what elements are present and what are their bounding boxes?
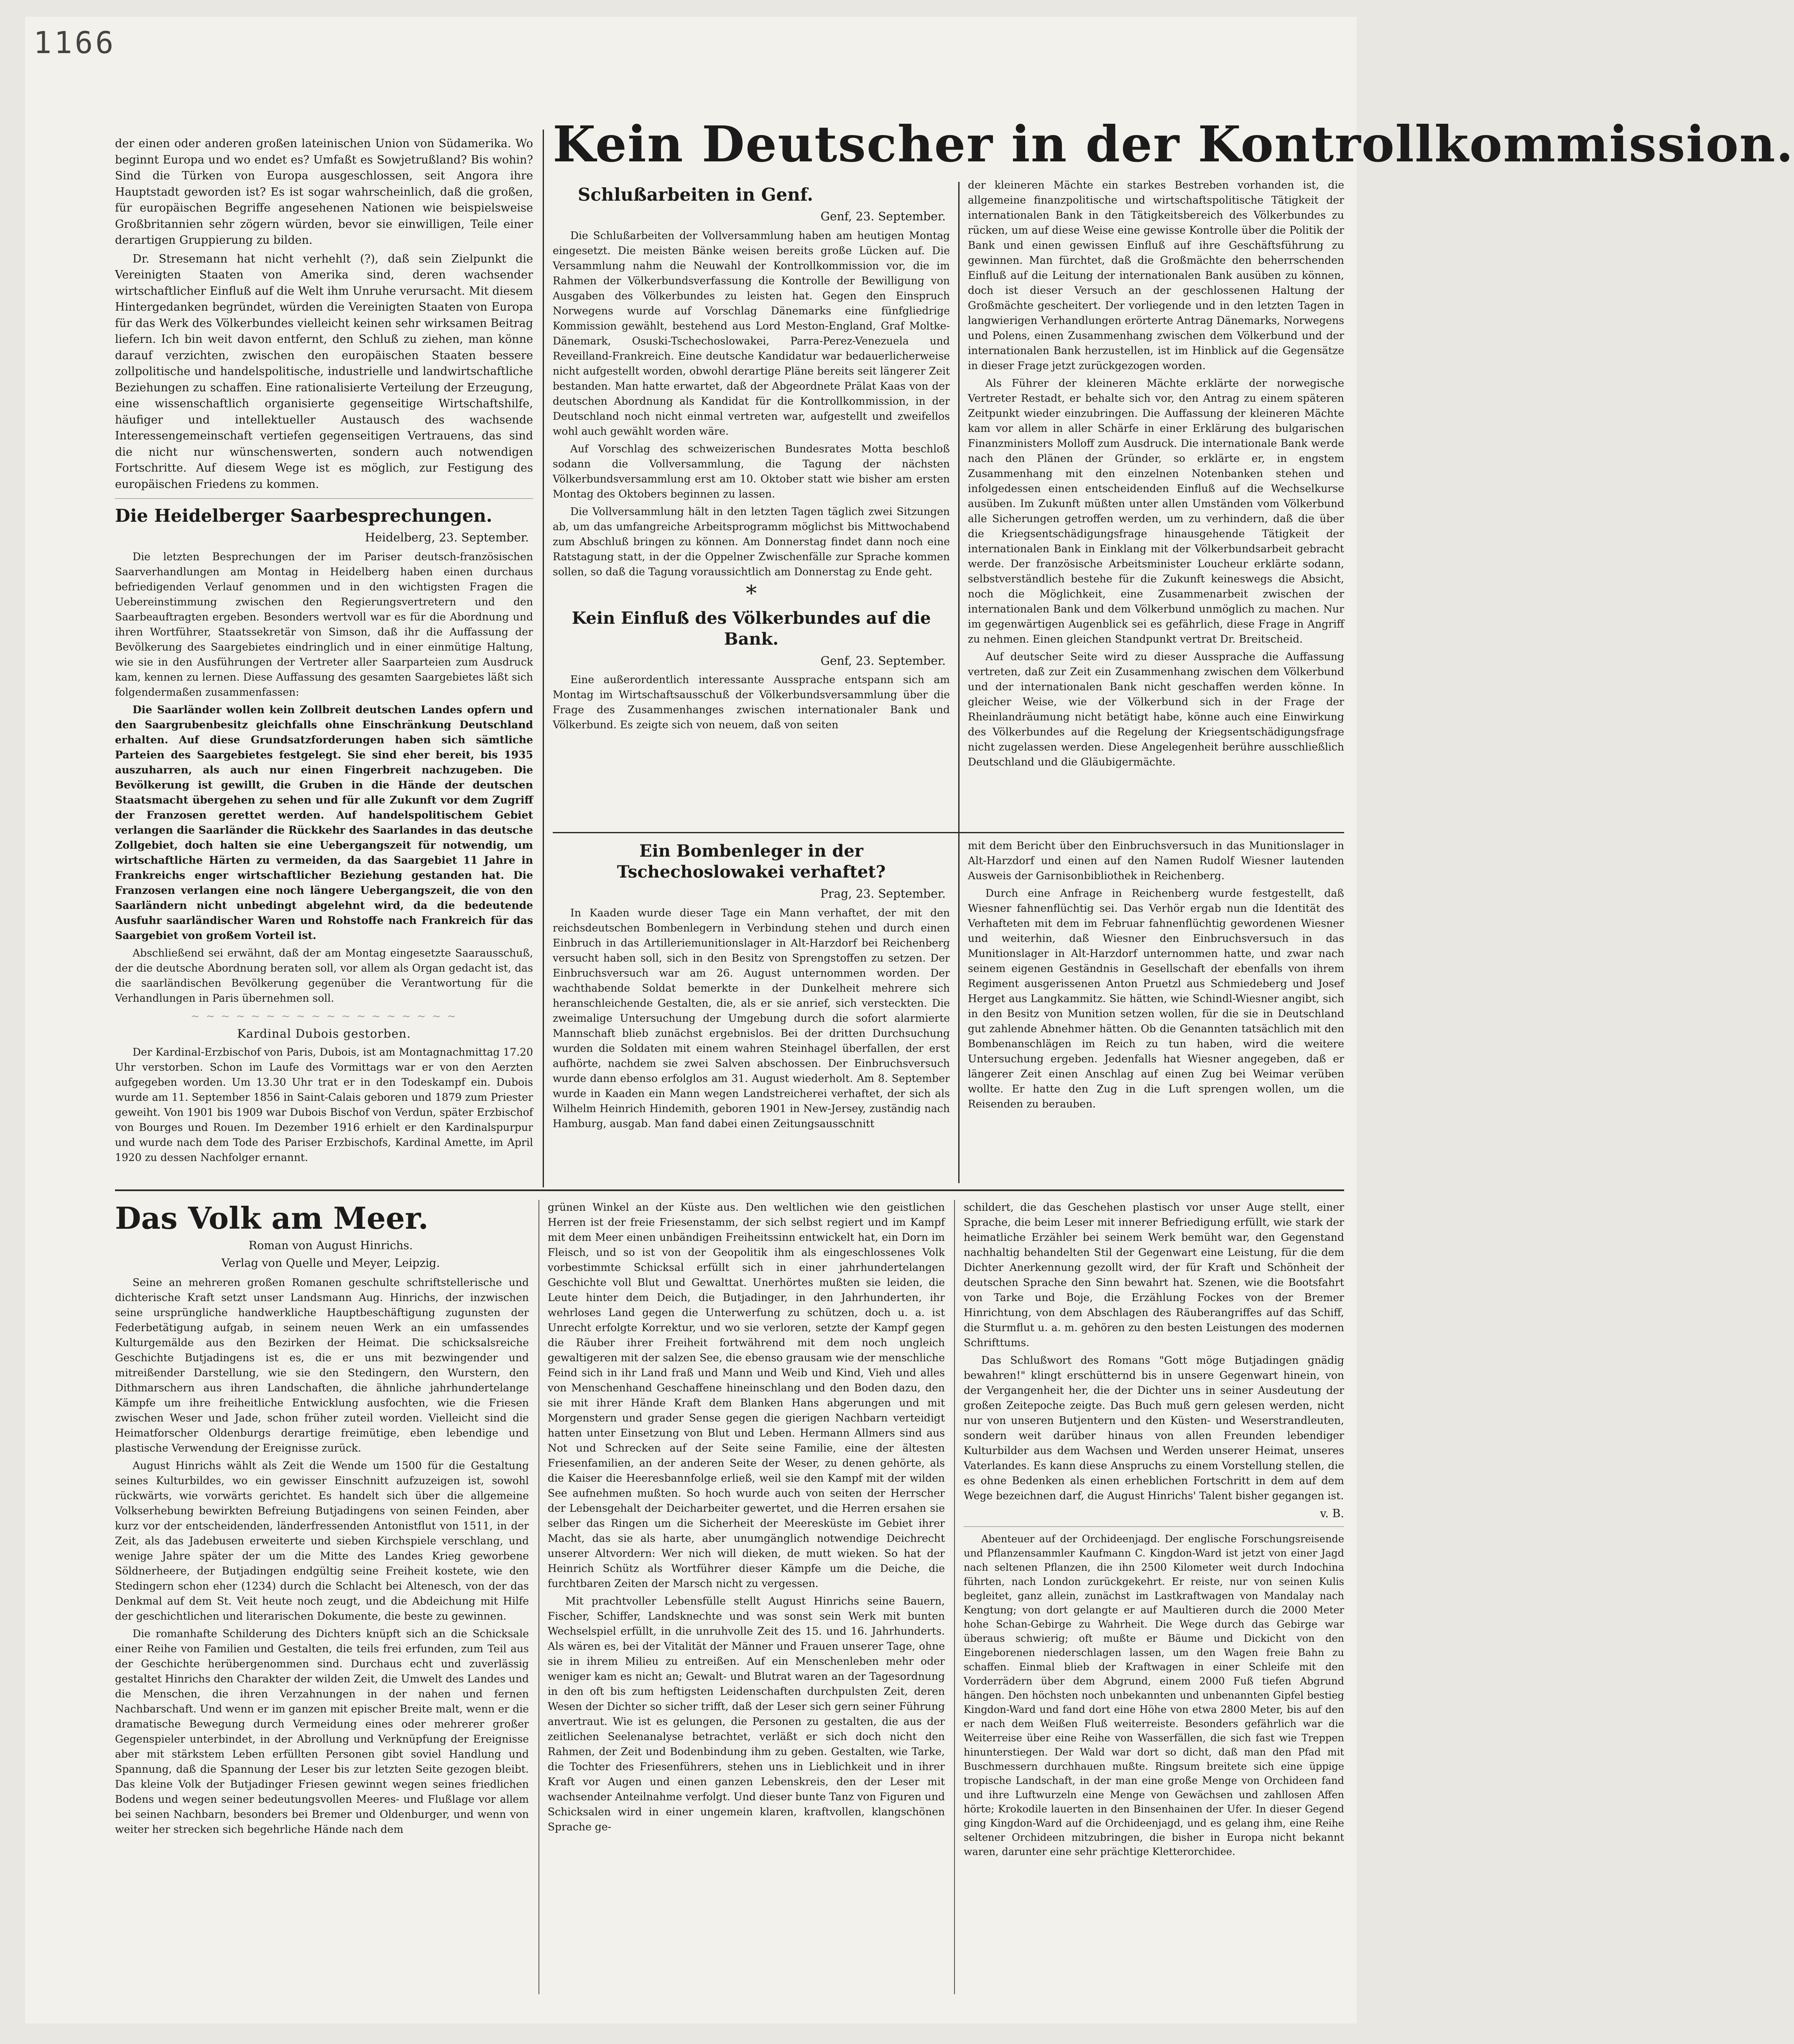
smudged-line: ~ ~ ~ ~ ~ ~ ~ ~ ~ ~ ~ ~ ~ ~ ~ ~ ~ ~ xyxy=(191,1010,457,1023)
volk-paragraph-7: Das Schlußwort des Romans "Gott möge Butjadingen gnädig bewahren!" klingt erschütternd bis in unsere Gegenwart hinein, von der Vergangenheit her, die der Dichter uns in seiner Ausdeutung der großen Zeitepoche zeigte. Das Buch muß gern gelesen werden, nicht nur von unseren Butjentern und den Küsten- und Weserstrandleuten, sondern weit darüber hinaus von allen Freunden lebendiger Kulturbilder aus dem Wachsen und Werden unserer Heimat, unseres Vaterlandes. Es kann diese Anspruchs zu einem Vorstellung stellen, die es ohne Bedenken als einen erheblichen Fortschritt in dem auf dem Wege bezeichnen darf, die August Hinrichs' Talent bisher gegangen ist. xyxy=(964,1354,1344,1502)
bomb-paragraph-3: Durch eine Anfrage in Reichenberg wurde festgestellt, daß Wiesner fahnenflüchtig sei. Das Verhör ergab nun die Identität des Verhafteten mit dem im Februar fahnenflüchtig gewordenen Wiesner und weiterhin, daß Wiesner den Einbruchsversuch in das Munitionslager in Alt-Harzdorf unternommen hatte, und zwar nach seinem eigenen Geständnis in Gesellschaft der ebenfalls von ihrem Regiment ausgerissenen Anton Pruetzl aus Schmiedeberg und Josef Herget aus Langkammitz. Sie hätten, wie Schindl-Wiesner angibt, sich in den Besitz von Munition setzen wollen, für die sie in Deutschland gut zahlende Abnehmer hätten. Ob die Genannten tatsächlich mit den Bombenanschlägen im Reich zu tun haben, wird die weitere Untersuchung ergeben. Jedenfalls hat Wiesner angegeben, daß er längerer Zeit einen Anschlag auf einen Zug bei Weimar verüben wollte. Er hatte den Zug in die Luft sprengen wollen, um die Reisenden zu berauben. xyxy=(968,887,1344,1110)
heidelberg-dateline: Heidelberg, 23. September. xyxy=(365,531,529,544)
feuilleton-rule-2 xyxy=(954,1200,955,1994)
volk-publisher: Verlag von Quelle und Meyer, Leipzig. xyxy=(221,1257,440,1270)
schluss-paragraph-1: Die Schlußarbeiten der Vollversammlung haben am heutigen Montag eingesetzt. Die meisten Bänke weisen bereits große Lücken auf. Die Versammlung nahm die Neuwahl der Kontrollkommission vor, die im Rahmen der Völkerbundsverfassung die Kontrolle der Bewilligung von Ausgaben des Völkerbundes zu leisten hat. Gegen den Einspruch Norwegens wurde auf Vorschlag Dänemarks eine fünfgliedrige Kommission gewählt, bestehend aus Lord Meston-England, Graf Moltke-Dänemark, Osuski-Tschechoslowakei, Parra-Perez-Venezuela und Reveilland-Frankreich. Eine deutsche Kandidatur war bedauerlicherweise nicht aufgestellt worden, obwohl derartige Pläne bereits seit längerer Zeit bestanden. Man hatte erwartet, daß der Abgeordnete Prälat Kaas von der deutschen Abordnung als Kandidat für die Kontrollkommission, in der Deutschland noch nicht einmal vertreten war, aufgestellt und zweifellos wohl auch gewählt worden wäre. xyxy=(553,229,950,437)
bank-paragraph-3: Auf deutscher Seite wird zu dieser Aussprache die Auffassung vertreten, daß zur Zeit ein Zusammenhang zwischen dem Völkerbund und der internationalen Bank nicht geschaffen werden könne. In gleicher Weise, wie der Völkerbund sich in der Frage der Rheinlandräumung nicht betätigt habe, könne auch eine Einwirkung des Völkerbundes auf die Regelung der Kriegsentschädigungsfrage nicht zugelassen werden. Diese Angelegenheit berühre ausschließlich Deutschland und die Gläubigermächte. xyxy=(968,651,1344,768)
europe-paragraph-1: der einen oder anderen großen lateinischen Union von Südamerika. Wo beginnt Europa und wo endet es? Umfaßt es Sowjetrußland? Bis wohin? Sind die Türken von Europa ausgeschlossen, seit Angora ihre Hauptstadt geworden ist? Es ist sogar wahrscheinlich, daß die großen, für europäischen Begriffe angesehenen Nationen wie beispielsweise Großbritannien sehr zögern würden, bevor sie einwilligen, Teile einer derartigen Gruppierung zu bilden. xyxy=(115,137,533,247)
volk-signature: v. B. xyxy=(1320,1507,1344,1520)
main-headline: Kein Deutscher in der Kontrollkommission. xyxy=(553,115,1794,173)
bomb-headline: Ein Bombenleger in der Tschechoslowakei verhaftet? xyxy=(617,841,886,882)
column-rule-middle xyxy=(958,182,960,1183)
feuilleton-rule-1 xyxy=(538,1200,539,1994)
section-star: * xyxy=(746,581,757,606)
einfluss-paragraph: Eine außerordentlich interessante Aussprache entspann sich am Montag im Wirtschaftsausschuß der Völkerbundsversammlung über die Frage des Zusammenhanges zwischen internationaler Bank und Völkerbund. Es zeigte sich von neuem, daß von seiten xyxy=(553,674,950,731)
bomb-column-right xyxy=(968,838,1344,1185)
bomb-paragraph-2: mit dem Bericht über den Einbruchsversuch in das Munitionslager in Alt-Harzdorf und einen auf den Namen Rudolf Wiesner lautenden Ausweis der Garnisonbibliothek in Reichenberg. xyxy=(968,840,1344,882)
europe-paragraph-2: Dr. Stresemann hat nicht verhehlt (?), daß sein Zielpunkt die Vereinigten Staaten von Amerika sind, deren wachsender wirtschaftlicher Einfluß auf die Welt ihm Unruhe verursacht. Mit diesem Hintergedanken begründet, würden die Vereinigten Staaten von Europa für das Werk des Völkerbundes vielleicht keinen sehr wirksamen Beitrag liefern. Ich bin weit davon entfernt, den Schluß zu ziehen, man könne darauf verzichten, zwischen den europäischen Staaten bessere zollpolitische und handelspolitische, industrielle und landwirtschaftliche Beziehungen zu schaffen. Eine rationalisierte Verteilung der Erzeugung, eine wissenschaftlich organisierte gegenseitige Wirtschaftshilfe, häufiger und intellektueller Austausch des wachsende Interessengemeinschaft vertiefen gegenseitigen Vertrauens, das sind die nicht nur wünschenswerten, sondern auch notwendigen Fortschritte. Auf diesem Wege ist es möglich, zur Festigung des europäischen Friedens zu kommen. xyxy=(115,252,533,491)
bomb-paragraph-1: In Kaaden wurde dieser Tage ein Mann verhaftet, der mit den reichsdeutschen Bombenlegern in Verbindung stehen und durch einen Einbruch in das Artilleriemunitionslager in Alt-Harzdorf bei Reichenberg versucht haben soll, sich in den Besitz von Sprengstoffen zu setzen. Der Einbruchsversuch war am 26. August unternommen worden. Der wachthabende Soldat bemerkte in der Dunkelheit mehrere sich heranschleichende Gestalten, die, als er sie anrief, sich versteckten. Die zweimalige Untersuchung der Umgebung durch die sofort alarmierte Mannschaft blieb zunächst ergebnislos. Bei der dritten Durchsuchung wurden die Soldaten mit einem wahren Steinhagel überfallen, der erst aufhörte, nachdem sie zwei Salven abschossen. Der Einbruchsversuch wurde dann ebenso erfolglos am 31. August wiederholt. Am 8. September wurde in Kaaden ein Mann wegen Landstreicherei verhaftet, der sich als Wilhelm Heinrich Hindemith, geboren 1901 in New-Jersey, zuständig nach Hamburg, ausgab. Man fand dabei einen Zeitungsausschnitt xyxy=(553,906,950,1130)
volk-title: Das Volk am Meer. xyxy=(115,1200,429,1236)
volk-column-3 xyxy=(964,1200,1344,1994)
feuilleton-rule xyxy=(115,1189,1344,1191)
orchid-paragraph: Abenteuer auf der Orchideenjagd. Der englische Forschungsreisende und Pflanzensammler Kaufmann C. Kingdon-Ward ist jetzt von einer Jagd nach seltenen Pflanzen, die ihn 2500 Kilometer weit durch Indochina führten, nach London zurückgekehrt. Er reiste, nur von seinen Kulis begleitet, ganz allein, zunächst im Lastkraftwagen von Mandalay nach Kengtung; von dort gelangte er auf Maultieren durch die 2000 Meter hohe Schan-Gebirge zu Wahrheit. Die Wege durch das Gebirge war überaus schwierig; oft mußte er Bäume und Dickicht von den Eingeborenen niederschlagen lassen, um den Wagen freie Bahn zu schaffen. Einmal blieb der Kraftwagen in einer Schleife mit den Vorderrädern über dem Abgrund, einem 2000 Fuß tiefen Abgrund hängen. Den höchsten noch unbekannten und unbenannten Gipfel bestieg Kingdon-Ward und fand dort eine Höhe von etwa 2800 Meter, bis auf den er nach dem Weißen Fluß weiterreiste. Besonders gefährlich war die Weiterreise über eine Reihe von Wasserfällen, die sich fast wie Treppen hinunterstiegen. Der Wald war dort so dicht, daß man den Pfad mit Buschmessern durchhauen mußte. Ringsum breitete sich eine üppige tropische Landschaft, in der man eine große Menge von Orchideen fand und ihre Luftwurzeln eine Menge von Gewächsen und zahllosen Affen hörte; Krokodile lauerten in den Binsenhainen der Ufer. In dieser Gegend ging Kingdon-Ward auf die Orchideenjagd, und es gelang ihm, eine Reihe seltener Orchideen mitzubringen, die bisher in Europa nicht bekannt waren, darunter eine sehr prächtige Kletterorchidee. xyxy=(964,1533,1344,1858)
dubois-paragraph: Der Kardinal-Erzbischof von Paris, Dubois, ist am Montagnachmittag 17.20 Uhr verstorben. Schon im Laufe des Vormittags war er von den Aerzten aufgegeben worden. Um 13.30 Uhr trat er in den Todeskampf ein. Dubois wurde am 11. September 1856 in Saint-Calais geboren und 1879 zum Priester geweiht. Von 1901 bis 1909 war Dubois Bischof von Verdun, später Erzbischof von Bourges und Rouen. Im Dezember 1916 erhielt er den Kardinalspurpur und wurde nach dem Tode des Pariser Erzbischofs, Kardinal Amette, im April 1920 zu dessen Nachfolger ernannt. xyxy=(115,1046,533,1164)
schluss-dateline: Genf, 23. September. xyxy=(820,209,946,223)
section-divider xyxy=(115,498,533,499)
column-rule-left xyxy=(543,130,544,1187)
left-column xyxy=(115,136,533,1177)
bomb-column-left xyxy=(553,838,950,1185)
middle-column xyxy=(553,182,950,826)
volk-paragraph-1: Seine an mehreren großen Romanen geschulte schriftstellerische und dichterische Kraft setzt unser Landsmann Aug. Hinrichs, der inzwischen seine ursprüngliche handwerkliche Hauptbeschäftigung zugunsten der Federbetätigung aufgab, in seinem neuen Werk an ein umfassendes Kulturgemälde aus den Bezirken der Heimat. Die schicksalsreiche Geschichte Butjadingens ist es, die er uns mit bezwingender und mitreißender Darstellung, wie sie den Stedingern, den Wurstern, den Dithmarschern aus ihren Landschaften, die ähnliche jahrhundertelange Kämpfe um ihre freiheitliche Entwicklung ausfochten, wie die Friesen zwischen Weser und Jade, schon früher zuteil worden. Vielleicht sind die Heimatforscher Oldenburgs derartige freimütige, eben lebendige und plastische Verwendung der Ereignisse zurück. xyxy=(115,1276,529,1454)
orchid-divider xyxy=(964,1526,1344,1527)
bomb-dateline: Prag, 23. September. xyxy=(820,887,946,901)
heidelberg-paragraph-1: Die letzten Besprechungen der im Pariser deutsch-französischen Saarverhandlungen am Montag in Heidelberg haben einen durchaus befriedigenden Verlauf genommen und in den wichtigsten Fragen die Uebereinstimmung zwischen den Regierungsvertretern und den Saarbeauftragten ergeben. Besonders wertvoll war es für die Abordnung und ihren Wortführer, Staatssekretär von Simson, daß ihr die Auffassung der Bevölkerung des Saargebietes eindringlich und in einer einmütige Haltung, wie sie in den Ausführungen der Vertreter aller Saarparteien zum Ausdruck kam, kennen zu lernen. Diese Auffassung des gesamten Saargebietes läßt sich folgendermaßen zusammenfassen: xyxy=(115,550,533,698)
heidelberg-paragraph-2: Die Saarländer wollen kein Zollbreit deutschen Landes opfern und den Saargrubenbesitz gleichfalls ohne Einschränkung Deutschland erhalten. Auf diese Grundsatzforderungen haben sich sämtliche Parteien des Saargebietes festgelegt. Sie sind eher bereit, bis 1935 auszuharren, als auch nur einen Fingerbreit nachzugeben. Die Bevölkerung ist gewillt, die Gruben in die Hände der deutschen Staatsmacht übergehen zu sehen und für alle Zukunft vor dem Zugriff der Franzosen gerettet werden. Auf handelspolitischem Gebiet verlangen die Saarländer die Rückkehr des Saarlandes in das deutsche Zollgebiet, doch halten sie eine Uebergangszeit für notwendig, um wirtschaftliche Härten zu vermeiden, da das Saargebiet 11 Jahre in Frankreichs enger wirtschaftlicher Beziehung gestanden hat. Die Franzosen verlangen eine noch längere Uebergangszeit, die von den Saarländern nicht unbedingt abgelehnt wird, da die bedeutende Ausfuhr saarländischer Waren und Rohstoffe nach Frankreich für das Saargebiet von großem Vorteil ist. xyxy=(115,703,533,942)
bank-paragraph-2: Als Führer der kleineren Mächte erklärte der norwegische Vertreter Restadt, er behalte sich vor, den Antrag zu einem späteren Zeitpunkt wieder einzubringen. Die Auffassung der kleineren Mächte kam vor allem in aller Schärfe in einer Erklärung des bulgarischen Finanzministers Molloff zum Ausdruck. Die internationale Bank werde nach den Plänen der Gründer, so erklärte er, in engstem Zusammenhang mit den einzelnen Notenbanken stehen und infolgedessen einen entscheidenden Einfluß auf die Wechselkurse ausüben. Im Zukunft müßten unter allen Umständen vom Völkerbund alle Sicherungen getroffen werden, um zu verhindern, daß die über die Kriegsentschädigungsfrage hinausgehende Tätigkeit der internationalen Bank in Einklang mit der Völkerbundsarbeit gebracht werde. Der französische Arbeitsminister Loucheur erklärte sodann, selbstverständlich bestehe für die Zukunft keineswegs die Absicht, noch die Möglichkeit, eine Zusammenarbeit zwischen der internationalen Bank und dem Völkerbund unmöglich zu machen. Nur im gegenwärtigen Augenblick sei es gefährlich, diese Frage in Angriff zu nehmen. Einen gleichen Standpunkt vertrat Dr. Breitscheid. xyxy=(968,377,1344,645)
schluss-paragraph-2: Auf Vorschlag des schweizerischen Bundesrates Motta beschloß sodann die Vollversammlung, die Tagung der nächsten Völkerbundsversammlung erst am 10. Oktober statt wie bisher am ersten Montag des Oktobers beginnen zu lassen. xyxy=(553,442,950,500)
schluss-paragraph-3: Die Vollversammlung hält in den letzten Tagen täglich zwei Sitzungen ab, um das umfangreiche Arbeitsprogramm möglichst bis Mittwochabend zum Abschluß bringen zu können. Am Donnerstag findet dann noch eine Ratstagung statt, in der die Oppelner Zwischenfälle zur Sprache kommen sollen, so daß die Tagung voraussichtlich am Donnerstag zu Ende geht. xyxy=(553,505,950,578)
page-number: 1166 xyxy=(33,25,116,60)
einfluss-headline: Kein Einfluß des Völkerbundes auf die Bank. xyxy=(572,608,931,649)
volk-column-2 xyxy=(548,1200,945,1994)
volk-paragraph-4: grünen Winkel an der Küste aus. Den weltlichen wie den geistlichen Herren ist der freie Friesenstamm, der sich selbst regiert und im Kampf mit dem Meer einen unbändigen Freiheitssinn entwickelt hat, ein Dorn im Fleisch, und so ist von der Geopolitik ihm als eingeschlossenes Volk vorbestimmte Schicksal erfüllt sich in einer jahrhundertelangen Geschichte voll Blut und Gewalttat. Unerhörtes mußten sie leiden, die Leute hinter dem Deich, die Butjadinger, in den Jahrhunderten, ihr wehrloses Land gegen die Unterwerfung zu schützen, doch u. a. ist Unrecht erfolgte Korrektur, und wo sie verloren, setzte der Kampf gegen die Räuber ihrer Freiheit fortwährend mit dem noch ungleich gewaltigeren mit der salzen See, die ebenso grausam wie der menschliche Feind sich in ihr Land fraß und Mann und Weib und Kind, Vieh und alles von Menschenhand Geschaffene hineinschlang und den Boden dazu, den sie mit ihrer Hände Kraft dem Blanken Hans abgerungen und mit Morgenstern und grader Sense gegen die gierigen Nachbarn verteidigt hatten unter Einsetzung von Blut und Leben. Hermann Allmers sind aus Not und Schrecken auf der Seite seine Familie, eine der ältesten Friesenfamilien, an der anderen Seite der Weser, zu denen gehörte, als die Kaiser die Heeresbannfolge erließ, weil sie den Kampf mit der wilden See aufnehmen mußten. So hoch wurde auch von seiten der Herrscher der Lebensgehalt der Deicharbeiter gewertet, und die Herren ersahen sie selber das Ringen um die Sicherheit der Meeresküste im Gebiet ihrer Macht, das sie als harte, aber unumgänglich notwendige Deichrecht unserer Altvordern: Wer nich will dieken, de mutt wieken. So hat der Heinrich Schütz als Wortführer dieser Kämpfe um die Deiche, die furchtbaren Zeiten der Marsch nicht zu vergessen. xyxy=(548,1201,945,1590)
volk-subtitle: Roman von August Hinrichs. xyxy=(248,1239,413,1252)
volk-column-1 xyxy=(115,1200,529,1994)
volk-paragraph-2: August Hinrichs wählt als Zeit die Wende um 1500 für die Gestaltung seines Kulturbildes, wo ein gewisser Einschnitt aufzuzeigen ist, sowohl rückwärts, wie vorwärts gerichtet. Es handelt sich über die allgemeine Volkserhebung bewirkten Befreiung Butjadingens von seinen Feinden, aber kurz vor der entscheidenden, länderfressenden Antonistflut von 1511, in der Zeit, als das Jadebusen erweiterte und sieben Kirchspiele verschlang, und wenige Jahre später der um die Mitte des Landes Krieg geworbene Söldnerheere, der Butjadingen endgültig seine Freiheit kostete, wie den Stedingern schon eher (1234) durch die Schlacht bei Altenesch, von der das Denkmal auf dem St. Veit heute noch zeugt, und die Abdeichung mit Hilfe der geschichtlichen und literarischen Dokumente, die beste zu gewinnen. xyxy=(115,1460,529,1622)
heidelberg-headline: Die Heidelberger Saarbesprechungen. xyxy=(115,505,493,526)
volk-paragraph-5: Mit prachtvoller Lebensfülle stellt August Hinrichs seine Bauern, Fischer, Schiffer, Landsknechte und was sonst sein Werk mit bunten Wechselspiel erfüllt, in die unruhvolle Zeit des 15. und 16. Jahrhunderts. Als wären es, bei der Vitalität der Männer und Frauen unserer Tage, ohne sie in ihrem Milieu zu entreißen. Auf ein Menschenleben mehr oder weniger kam es nicht an; Gewalt- und Blutrat waren an der Tagesordnung in den oft bis zum heftigsten Leidenschaften durchpulsten Zeit, deren Wesen der Dichter so sicher trifft, daß der Leser sich gern seiner Führung anvertraut. Wie ist es gelungen, die Personen zu gestalten, die aus der zeitlichen Seelenanalyse betrachtet, verläßt er sich doch nicht den Rahmen, der Zeit und Bodenbindung ihm zu geben. Gestalten, wie Tarke, die Tochter des Friesenführers, stehen uns in Lieblichkeit und in ihrer Kraft vor Augen und einen ganzen Lebenskreis, den der Leser mit wachsender Anteilnahme verfolgt. Und dieser bunte Tanz von Figuren und Schicksalen wird in einer ungemein klaren, kraftvollen, klangschönen Sprache ge- xyxy=(548,1595,945,1833)
heidelberg-paragraph-3: Abschließend sei erwähnt, daß der am Montag eingesetzte Saarausschuß, der die deutsche Abordnung beraten soll, vor allem als Organ gedacht ist, das die saarländischen Bevölkerung gegenüber die Verantwortung für die Verhandlungen in Paris übernehmen soll. xyxy=(115,947,533,1004)
schluss-headline: Schlußarbeiten in Genf. xyxy=(578,184,813,205)
bomb-section-rule xyxy=(553,832,1344,833)
volk-paragraph-6: schildert, die das Geschehen plastisch vor unser Auge stellt, einer Sprache, die beim Leser mit innerer Befriedigung erfüllt, wie stark der heimatliche Erzähler bei seinem Werk bemüht war, den Gegenstand nachhaltig behandelten Stil der Gegenwart eine Leistung, für die dem Dichter Anerkennung gezollt wird, der für Kraft und Schönheit der deutschen Sprache den Sinn bewahrt hat. Szenen, wie die Bootsfahrt von Tarke und Boje, die Erzählung Fockes von der Bremer Hinrichtung, von dem Abschlagen des Räuberangriffes auf das Schiff, die Sturmflut u. a. m. gehören zu den besten Leistungen des modernen Schrifttums. xyxy=(964,1201,1344,1349)
einfluss-dateline: Genf, 23. September. xyxy=(820,653,946,668)
dubois-headline: Kardinal Dubois gestorben. xyxy=(237,1027,411,1041)
volk-paragraph-3: Die romanhafte Schilderung des Dichters knüpft sich an die Schicksale einer Reihe von Familien und Gestalten, die teils frei erfunden, zum Teil aus der Geschichte herübergenommen sind. Durchaus echt und zuverlässig gestaltet Hinrichs den Charakter der wilden Zeit, die Umwelt des Landes und die Menschen, die ihren Verzahnungen in der nahen und fernen Nachbarschaft. Und wenn er im ganzen mit epischer Breite malt, wenn er die dramatische Bewegung durch Vermeidung eines oder mehrerer großer Gegenspieler unterbindet, in der Abrollung und Verknüpfung der Ereignisse aber mit stärkstem Leben erfüllten Personen gibt soviel Handlung und Spannung, daß die Spannung der Leser bis zur letzten Seite gezogen bleibt. Das kleine Volk der Butjadinger Friesen gewinnt wegen seines friedlichen Bodens und wegen seiner bedeutungsvollen Meeres- und Flußlage vor allem bei seinen Nachbarn, besonders bei Bremer und Oldenburger, und wenn von weiter her strecken sich begehrliche Hände nach dem xyxy=(115,1628,529,1835)
bank-paragraph-1: der kleineren Mächte ein starkes Bestreben vorhanden ist, die allgemeine finanzpolitische und wirtschaftspolitische Tätigkeit der internationalen Bank in den Tätigkeitsbereich des Völkerbundes zu rücken, um auf diese Weise eine gewisse Kontrolle über die Politik der Bank und einen gewissen Einfluß auf ihre Geschäftsführung zu gewinnen. Man fürchtet, daß die Großmächte den beherrschenden Einfluß auf die Leitung der internationalen Bank ausüben zu können, doch ist dieser Versuch an der geschlossenen Haltung der Großmächte gescheitert. Der vorliegende und in den letzten Tagen in langwierigen Verhandlungen erörterte Antrag Dänemarks, Norwegens und Polens, einen Zusammenhang zwischen dem Völkerbund und der internationalen Bank herzustellen, ist im Hinblick auf die Gegensätze in dieser Frage jetzt zurückgezogen worden. xyxy=(968,179,1344,372)
right-column xyxy=(968,178,1344,830)
newspaper-page xyxy=(25,17,1794,2024)
